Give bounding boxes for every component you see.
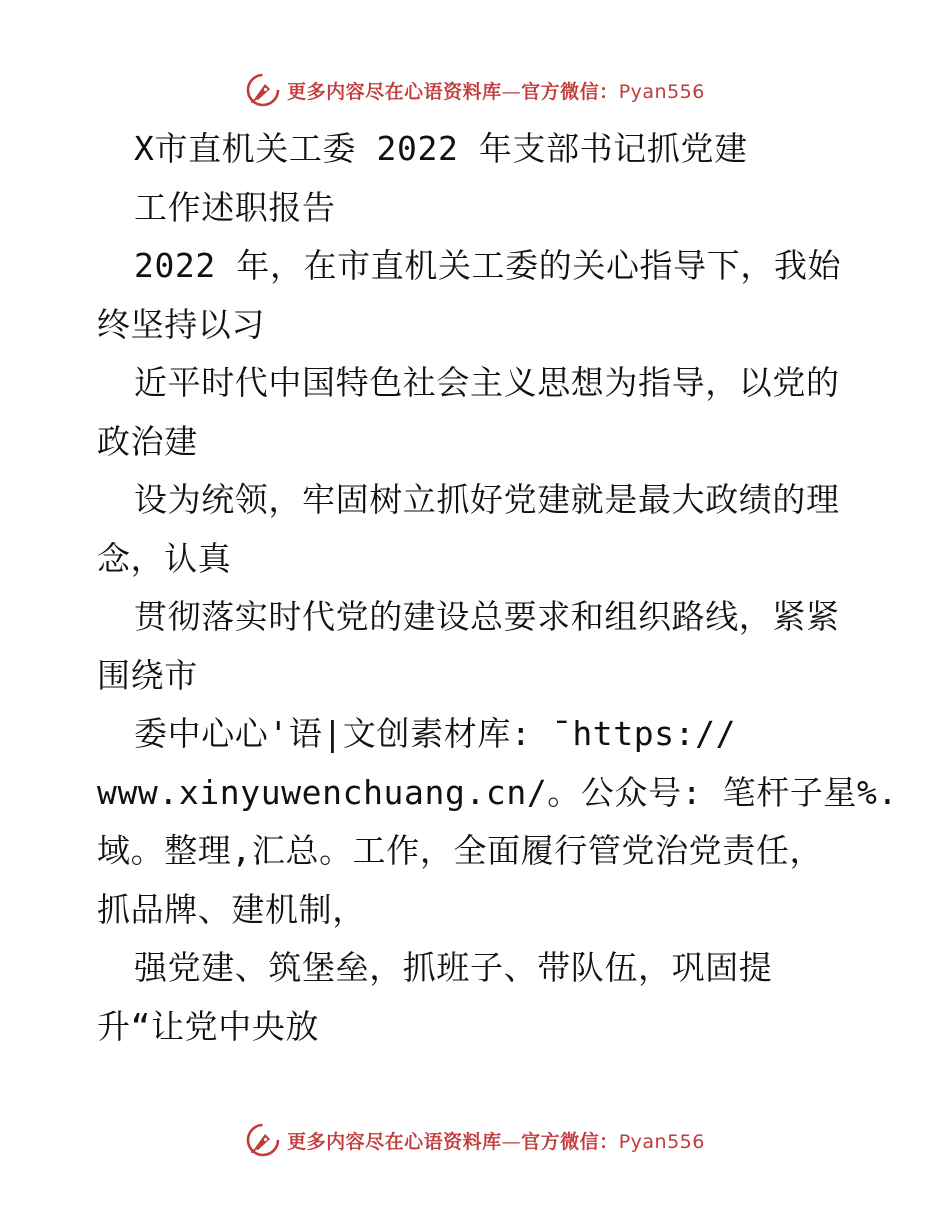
watermark-handle: Pyan556 bbox=[618, 1130, 705, 1153]
document-line: 强党建、筑堡垒，抓班子、带队伍，巩固提 bbox=[134, 948, 773, 987]
document-line: 2022 年，在市直机关工委的关心指导下，我始 bbox=[134, 246, 842, 285]
watermark-main-text: 更多内容尽在心语资料库 bbox=[287, 1130, 502, 1153]
watermark-text bbox=[287, 77, 705, 104]
document-line: X市直机关工委 2022 年支部书记抓党建 bbox=[134, 129, 748, 168]
document-line: 升“让党中央放 bbox=[97, 1006, 320, 1046]
document-line: 工作述职报告 bbox=[134, 187, 336, 227]
watermark-separator: — bbox=[501, 1130, 522, 1153]
document-line: 近平时代中国特色社会主义思想为指导，以党的 bbox=[134, 363, 840, 402]
document-line: 念，认真 bbox=[97, 538, 232, 578]
watermark-handle: Pyan556 bbox=[618, 80, 705, 103]
document-line: 贯彻落实时代党的建设总要求和组织路线，紧紧 bbox=[134, 597, 840, 636]
watermark-label: 官方微信： bbox=[521, 80, 619, 103]
document-line: 委中心心'语|文创素材库: ¯https:// bbox=[134, 714, 737, 753]
document-line: 抓品牌、建机制， bbox=[97, 889, 366, 929]
watermark-main-text: 更多内容尽在心语资料库 bbox=[287, 80, 502, 103]
document-line: www.xinyuwenchuang.cn/。公众号: 笔杆子星%. bbox=[97, 772, 898, 812]
document-line: 政治建 bbox=[97, 421, 198, 461]
watermark-label: 官方微信： bbox=[521, 1130, 619, 1153]
header-watermark bbox=[0, 68, 950, 112]
document-body bbox=[97, 120, 898, 1056]
document-line: 域。整理,汇总。工作，全面履行管党治党责任， bbox=[97, 831, 824, 870]
pen-nib-logo-icon bbox=[245, 1122, 281, 1158]
document-line: 终坚持以习 bbox=[97, 304, 265, 344]
pen-nib-logo-icon bbox=[245, 72, 281, 108]
document-line: 围绕市 bbox=[97, 655, 198, 695]
watermark-separator: — bbox=[501, 80, 522, 103]
document-line: 设为统领，牢固树立抓好党建就是最大政绩的理 bbox=[134, 480, 840, 519]
footer-watermark bbox=[0, 1118, 950, 1162]
watermark-text bbox=[287, 1127, 705, 1154]
